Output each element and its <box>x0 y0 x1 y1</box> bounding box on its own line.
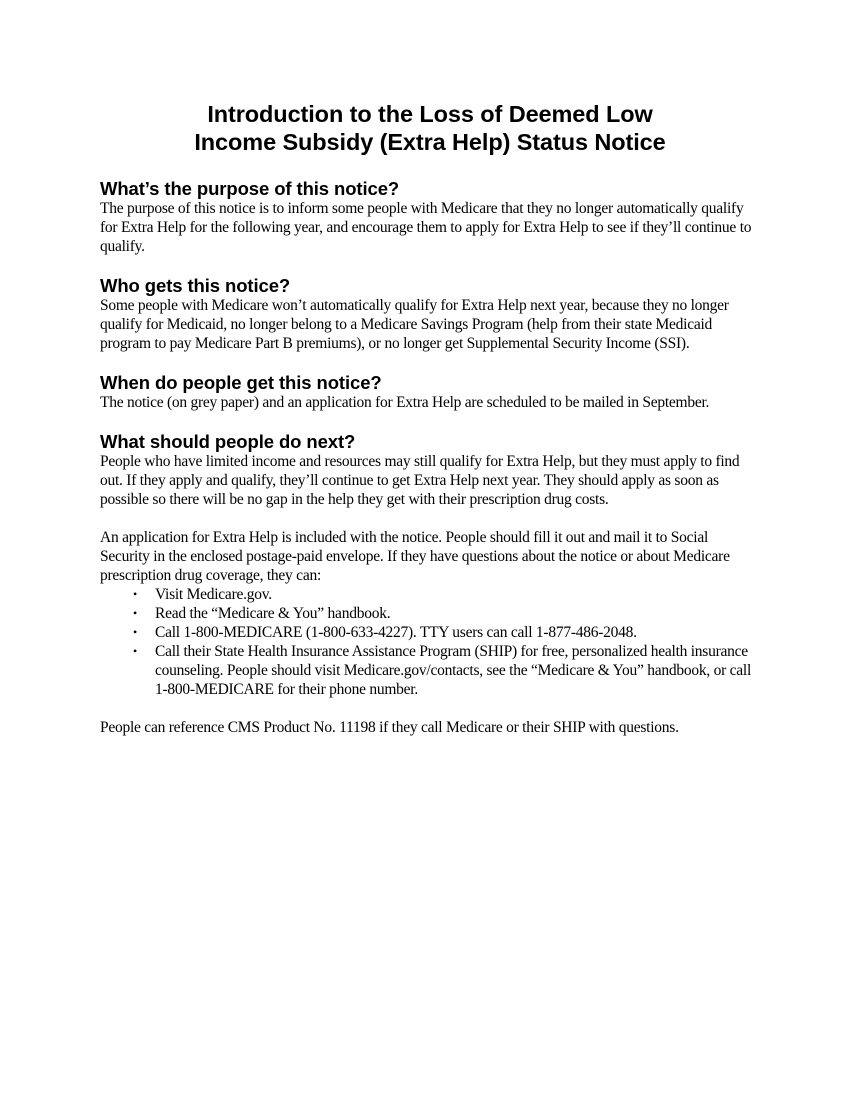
section-heading: What should people do next? <box>100 431 356 452</box>
section-heading: Who gets this notice? <box>100 275 291 296</box>
list-item <box>133 604 760 623</box>
bullet-icon: • <box>133 606 137 620</box>
section-paragraph: An application for Extra Help is included with the notice. People should fill it out and mail it to Social Security in the enclosed postage-paid envelope. If they have questions about the notice or about Medicare prescription drug coverage, they can: <box>100 529 730 584</box>
list-item <box>133 642 760 699</box>
section-paragraph: The notice (on grey paper) and an application for Extra Help are scheduled to be mailed in September. <box>100 394 710 411</box>
section-heading: When do people get this notice? <box>100 372 382 393</box>
list-item-text: Call their State Health Insurance Assistance Program (SHIP) for free, personalized health insurance counseling. People should visit Medicare.gov/contacts, see the “Medicare & You” handbook, or call 1-800-MEDICARE for their phone number. <box>155 643 752 698</box>
help-options-list <box>100 585 760 699</box>
bullet-icon: • <box>133 587 137 601</box>
title-line-2: Income Subsidy (Extra Help) Status Notice <box>194 129 666 155</box>
section-purpose <box>100 178 760 256</box>
title-line-1: Introduction to the Loss of Deemed Low <box>207 101 653 127</box>
section-who-gets <box>100 275 760 353</box>
section-when <box>100 372 760 412</box>
section-paragraph: The purpose of this notice is to inform some people with Medicare that they no longer automatically qualify for Extra Help for the following year, and encourage them to apply for Extra Help to see if they’ll continue to qualify. <box>100 200 752 255</box>
section-next-steps <box>100 431 760 699</box>
list-item <box>133 585 760 604</box>
section-paragraph: People who have limited income and resources may still qualify for Extra Help, but they must apply to find out. If they apply and qualify, they’ll continue to get Extra Help next year. They should apply as soon as possible so there will be no gap in the help they get with their prescription drug costs. <box>100 453 740 508</box>
document-page <box>100 100 760 737</box>
bullet-icon: • <box>133 625 137 639</box>
list-item-text: Visit Medicare.gov. <box>155 586 272 603</box>
section-heading: What’s the purpose of this notice? <box>100 178 400 199</box>
bullet-icon: • <box>133 644 137 658</box>
section-paragraph: Some people with Medicare won’t automatically qualify for Extra Help next year, because they no longer qualify for Medicaid, no longer belong to a Medicare Savings Program (help from their state Medicaid program to pay Medicare Part B premiums), or no longer get Supplemental Security Income (SSI). <box>100 297 729 352</box>
cms-product-reference: People can reference CMS Product No. 11198 if they call Medicare or their SHIP with questions. <box>100 719 679 736</box>
list-item <box>133 623 760 642</box>
list-item-text: Call 1-800-MEDICARE (1-800-633-4227). TTY users can call 1-877-486-2048. <box>155 624 637 641</box>
list-item-text: Read the “Medicare & You” handbook. <box>155 605 391 622</box>
document-title <box>100 100 760 156</box>
